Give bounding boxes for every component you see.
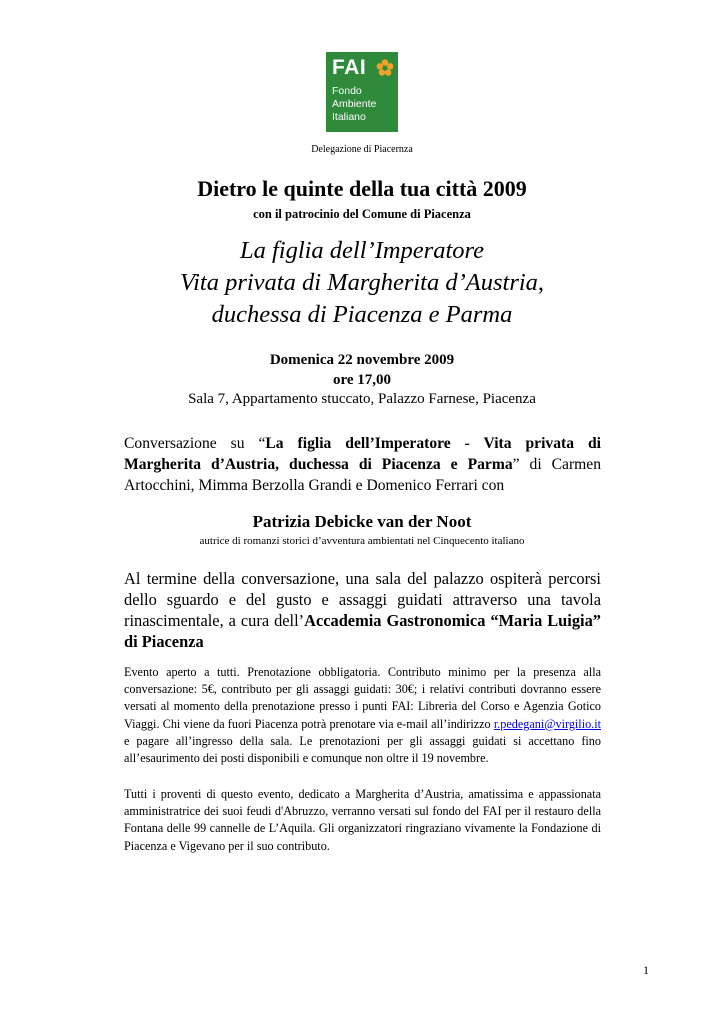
fai-logo — [326, 52, 398, 132]
speaker-description: autrice di romanzi storici d’avventura ambientati nel Cinquecento italiano — [199, 535, 525, 547]
event-title-line-2: Vita privata di Margherita d’Austria, — [179, 269, 545, 296]
closing-paragraph — [124, 568, 601, 652]
event-venue: Sala 7, Appartamento stuccato, Palazzo Farnese, Piacenza — [188, 391, 536, 407]
info-text-1: Evento aperto a tutti. Prenotazione obbligatoria. Contributo minimo per la presenza alla conversazione: 5€, contributo per gli assaggi guidati: 30€; i relativi contributi dovranno essere versati al momento della prenotazione presso i punti FAI: Libreria del Corso e Agenzia Gotico Viaggi. Chi viene da fuori Piacenza potrà prenotare via e-mail all’indirizzo — [124, 665, 601, 731]
info-text-2: e pagare all’ingresso della sala. Le prenotazioni per gli assaggi guidati si accettano fino all’esaurimento dei posti disponibili e comunque non oltre il 19 novembre. — [124, 733, 601, 766]
page-number: 1 — [643, 963, 649, 977]
intro-suffix: ” di Carmen Artocchini, Mimma Berzolla Grandi e Domenico Ferrari con — [124, 456, 602, 494]
speaker-name: Patrizia Debicke van der Noot — [252, 512, 472, 531]
logo-line-3: Italiano — [332, 111, 366, 123]
event-date: Domenica 22 novembre 2009 — [269, 352, 455, 368]
closing-academy: Accademia Gastronomica “Maria Luigia” di Piacenza — [124, 611, 601, 651]
event-title-line-1: La figlia dell’Imperatore — [239, 237, 485, 264]
event-time: ore 17,00 — [332, 372, 392, 388]
proceeds-paragraph: Tutti i proventi di questo evento, dedicato a Margherita d’Austria, amatissima e appassionata amministratrice dei suoi feudi d'Abruzzo, verranno versati sul fondo del FAI per il restauro della Fontana delle 99 cannelle de L’Aquila. Gli organizzatori ringraziano vivamente la Fondazione di Piacenza e Vigevano per il suo contributo. — [124, 787, 601, 853]
logo-line-1: Fondo — [332, 85, 362, 97]
logo-brand: FAI — [332, 56, 367, 79]
event-title-line-3: duchessa di Piacenza e Parma — [211, 301, 513, 328]
patronage-line: con il patrocinio del Comune di Piacenza — [253, 207, 471, 221]
intro-title: La figlia dell’Imperatore - Vita privata di Margherita d’Austria, duchessa di Piacenza e Parma — [124, 435, 601, 473]
logo-subtitle — [332, 85, 376, 124]
intro-paragraph — [124, 433, 601, 496]
flower-icon — [376, 59, 394, 77]
logo-line-2: Ambiente — [332, 98, 377, 110]
delegation-label: Delegazione di Piacernza — [311, 144, 413, 155]
closing-text: Al termine della conversazione, una sala del palazzo ospiterà percorsi dello sguardo e del gusto e assaggi guidati attraverso una tavola rinascimentale, a cura dell’ — [124, 569, 601, 630]
intro-prefix: Conversazione su “ — [124, 435, 266, 452]
event-title — [0, 235, 724, 331]
page-title: Dietro le quinte della tua città 2009 — [197, 176, 527, 201]
email-link[interactable]: r.pedegani@virgilio.it — [493, 716, 601, 731]
info-paragraph — [124, 664, 601, 767]
